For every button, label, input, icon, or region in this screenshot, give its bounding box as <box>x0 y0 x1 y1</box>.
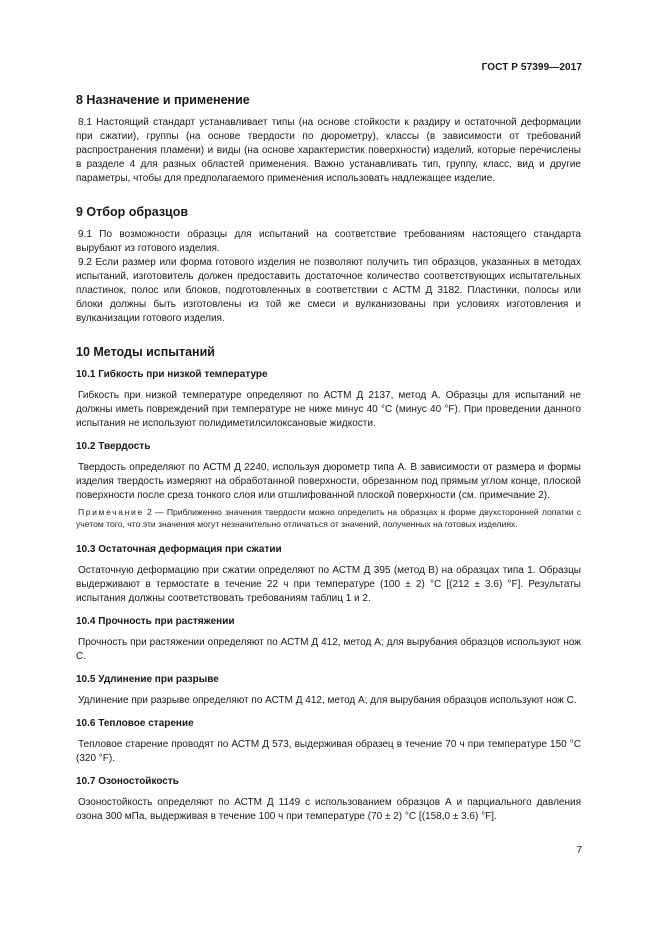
section-10-1-text: Гибкость при низкой температуре определяют по АСТМ Д 2137, метод А. Образцы для испытаний не должны иметь повреждений при температуре не ниже минус 40 °С (минус 40 °F). При проведении данного испытания не используют полидиметилсилоксановые жидкости. <box>76 390 581 429</box>
section-10-4-title: 10.4 Прочность при растяжении <box>76 616 235 627</box>
note-text: 2 — Приближенно значения твердости можно определить на образцах в форме двухсторонней лопатки с учетом того, что эти значения могут незначительно отличаться от значений, полученных на готовых изделиях. <box>76 507 581 529</box>
section-10-4-text: Прочность при растяжении определяют по АСТМ Д 412, метод А; для вырубания образцов используют нож С. <box>76 637 581 662</box>
section-10-2-text: Твердость определяют по АСТМ Д 2240, используя дюрометр типа А. В зависимости от размера и формы изделия твердость измеряют на обработанной поверхности, обрезанном под прямым углом конце, плоской поверхности после среза тонкого слоя или отшлифованной плоской поверхности (см. примечание 2). <box>76 462 581 501</box>
section-10-3-text: Остаточную деформацию при сжатии определяют по АСТМ Д 395 (метод В) на образцах типа 1. Образцы выдерживают в термостате в течение 22 ч при температуре (100 ± 2) °С [(212 ± 3,6) °F]. Результаты испытания должны соответствовать требованиям таблиц 1 и 2. <box>76 565 581 604</box>
section-10-1-title: 10.1 Гибкость при низкой температуре <box>76 369 268 380</box>
note-label: Примечание <box>78 507 144 517</box>
page-number: 7 <box>576 845 582 856</box>
section-10-5-title: 10.5 Удлинение при разрыве <box>76 674 219 685</box>
section-10-5-text: Удлинение при разрыве определяют по АСТМ Д 412, метод А; для вырубания образцов используют нож С. <box>78 695 577 706</box>
section-10-7-text: Озоностойкость определяют по АСТМ Д 1149 с использованием образцов А и парциального давления озона 300 мПа, выдерживая в течение 100 ч при температуре (70 ± 2) °С [(158,0 ± 3,6) °F]. <box>76 797 581 822</box>
standard-designation: ГОСТ Р 57399—2017 <box>481 62 582 73</box>
section-8-title: 8 Назначение и применение <box>76 93 250 107</box>
section-10-7-title: 10.7 Озоностойкость <box>76 776 179 787</box>
section-9-1-text: 9.1 По возможности образцы для испытаний на соответствие требованиям настоящего стандарта вырубают из готового изделия. <box>76 229 581 254</box>
section-10-2-title: 10.2 Твердость <box>76 441 151 452</box>
section-9-title: 9 Отбор образцов <box>76 205 189 219</box>
section-10-title: 10 Методы испытаний <box>76 345 215 359</box>
section-9-2-text: 9.2 Если размер или форма готового изделия не позволяют получить тип образцов, указанных в методах испытаний, изготовитель должен предоставить достаточное количество соответствующих испытательных пластинок, полос или блоков, подготовленных в соответствии с АСТМ Д 3182. Пластинки, полосы или блоки должны быть изготовлены из той же смеси и вулканизованы при условиях изготовления и вулканизации готового изделия. <box>76 257 581 324</box>
section-10-6-text: Тепловое старение проводят по АСТМ Д 573, выдерживая образец в течение 70 ч при температуре 150 °С (320 °F). <box>76 739 581 764</box>
section-10-6-title: 10.6 Тепловое старение <box>76 718 194 729</box>
page-content <box>76 92 581 824</box>
section-10-3-title: 10.3 Остаточная деформация при сжатии <box>76 544 282 555</box>
note-2 <box>76 507 581 530</box>
section-8-1-text: 8.1 Настоящий стандарт устанавливает типы (на основе стойкости к раздиру и остаточной деформации при сжатии), группы (на основе твердости по дюрометру), классы (в зависимости от требований распространения пламени) и виды (на основе характеристик поверхности) изделий, которые перечислены в разделе 4 для разных областей применения. Важно устанавливать тип, группу, класс, вид и другие параметры, чтобы для предполагаемого применения использовать надлежащее изделие. <box>76 117 581 184</box>
